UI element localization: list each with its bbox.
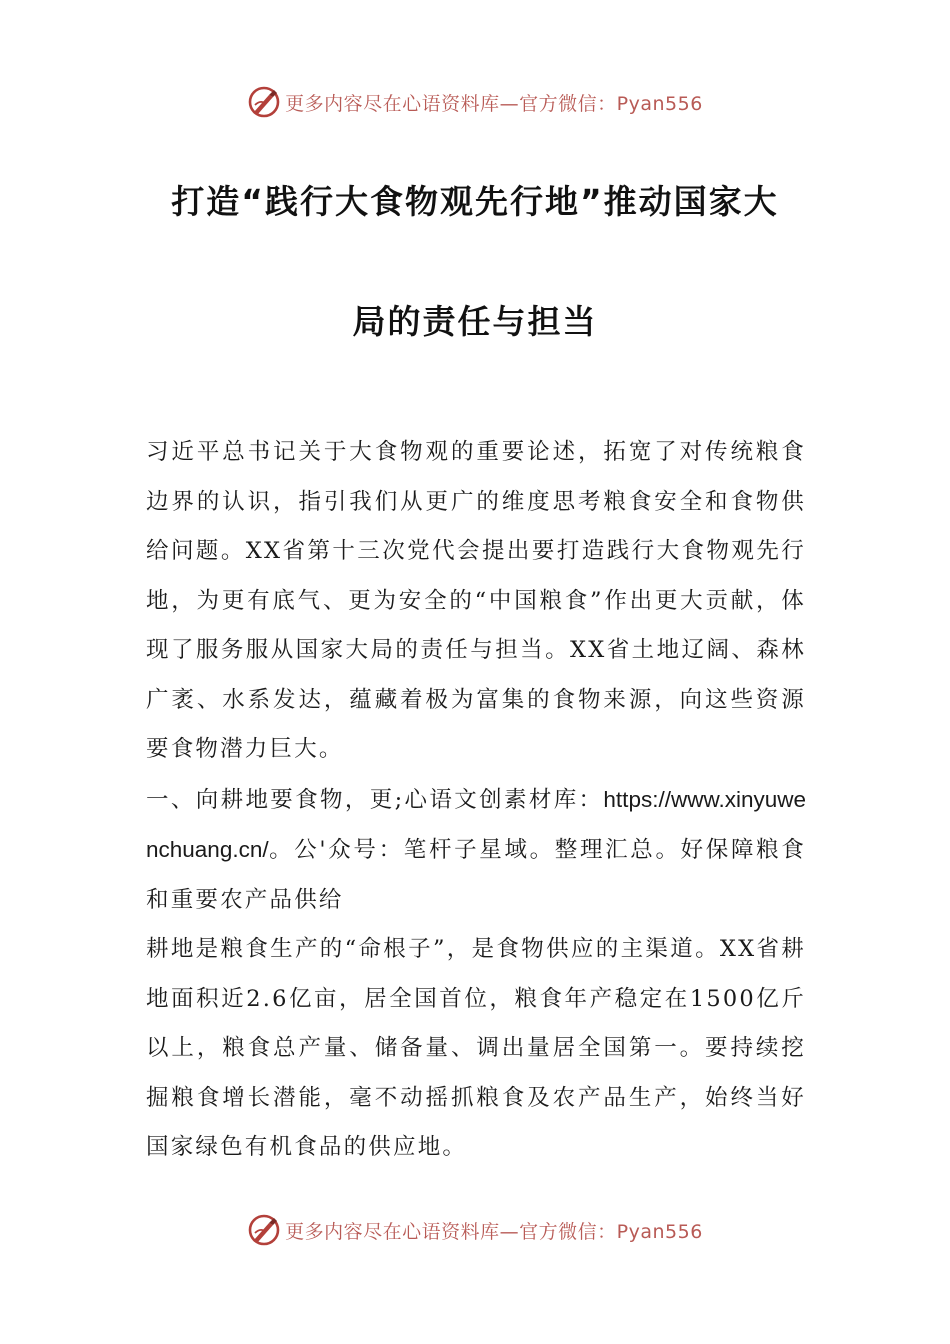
document-title-line-2: 局的责任与担当 bbox=[352, 302, 598, 341]
watermark-text: 更多内容尽在心语资料库—官方微信：Pyan556 bbox=[285, 1220, 703, 1243]
section-heading-text: 一、向耕地要食物，更;心语文创素材库： bbox=[146, 786, 604, 813]
source-url-link[interactable]: https://www.xinyuwenchuang.cn/ bbox=[146, 786, 806, 862]
footer-watermark bbox=[0, 1208, 950, 1252]
header-watermark bbox=[0, 80, 950, 124]
section-heading-tail: 。公'众号：笔杆子星域。整理汇总。好保障粮食和重要农产品供给 bbox=[146, 837, 806, 913]
watermark-text: 更多内容尽在心语资料库—官方微信：Pyan556 bbox=[285, 92, 703, 115]
document-body bbox=[146, 428, 806, 1173]
paragraph-farmland: 耕地是粮食生产的“命根子”，是食物供应的主渠道。XX省耕地面积近2.6亿亩，居全国首位，粮食年产稳定在1500亿斤以上，粮食总产量、储备量、调出量居全国第一。要持续挖掘粮食增长潜能，毫不动摇抓粮食及农产品生产，始终当好国家绿色有机食品的供应地。 bbox=[146, 936, 806, 1160]
paragraph-intro: 习近平总书记关于大食物观的重要论述，拓宽了对传统粮食边界的认识，指引我们从更广的维度思考粮食安全和食物供给问题。XX省第十三次党代会提出要打造践行大食物观先行地，为更有底气、更为安全的“中国粮食”作出更大贡献，体现了服务服从国家大局的责任与担当。XX省土地辽阔、森林广袤、水系发达，蕴藏着极为富集的食物来源，向这些资源要食物潜力巨大。 bbox=[146, 439, 806, 762]
paragraph-section-heading bbox=[146, 775, 806, 926]
pen-logo-icon bbox=[247, 85, 281, 119]
document-title-line-1: 打造“践行大食物观先行地”推动国家大 bbox=[171, 182, 779, 221]
pen-logo-icon bbox=[247, 1213, 281, 1247]
